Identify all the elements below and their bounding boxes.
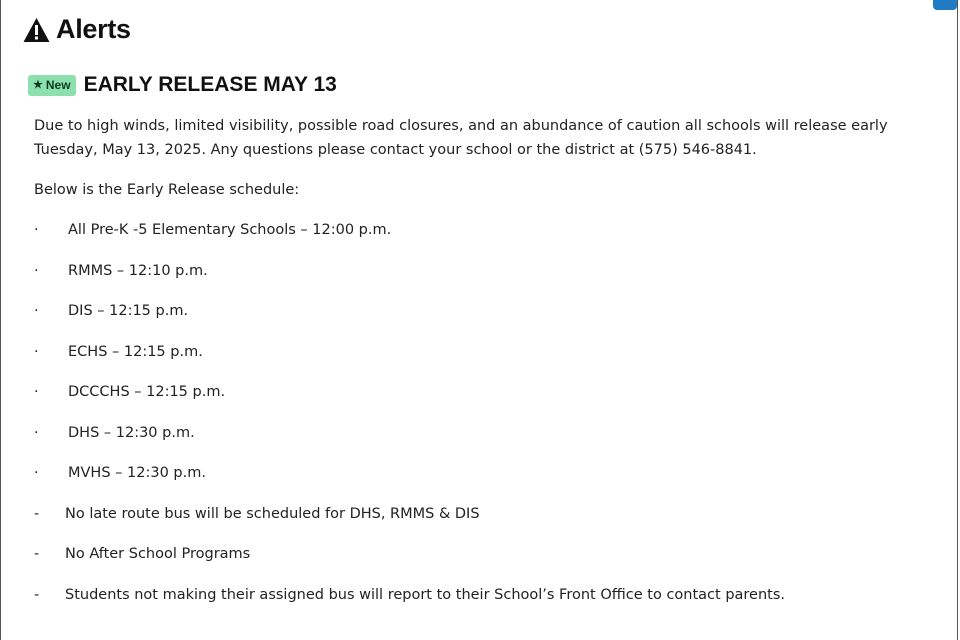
note-item-text: No late route bus will be scheduled for DHS, RMMS & DIS: [65, 505, 480, 522]
bullet-marker: ·: [34, 222, 39, 238]
warning-icon: [23, 17, 50, 43]
schedule-item-text: DHS – 12:30 p.m.: [68, 424, 195, 441]
alert-body: [34, 114, 924, 623]
schedule-item-text: DIS – 12:15 p.m.: [68, 303, 189, 319]
alert-intro-line-1: Due to high winds, limited visibility, possible road closures, and an abundance of caution all schools will release early: [34, 118, 888, 134]
schedule-item: [34, 259, 924, 283]
schedule-item-text: RMMS – 12:10 p.m.: [68, 262, 208, 279]
corner-tab-button[interactable]: [933, 0, 957, 10]
bullet-marker: ·: [34, 465, 39, 481]
bullet-marker: ·: [34, 343, 39, 360]
dash-marker: -: [34, 505, 40, 522]
note-item: [34, 583, 924, 607]
schedule-item-text: DCCCHS – 12:15 p.m.: [68, 384, 226, 400]
note-item-text: No After School Programs: [65, 546, 251, 562]
note-item: [34, 502, 924, 526]
dash-marker: -: [34, 546, 40, 562]
star-icon: ★: [33, 78, 43, 91]
schedule-item: [34, 218, 924, 242]
schedule-item-text: All Pre-K -5 Elementary Schools – 12:00 p.m.: [68, 222, 392, 238]
alert-intro: [34, 114, 924, 162]
schedule-item: [34, 299, 924, 323]
schedule-item: [34, 461, 924, 485]
alerts-header: [23, 14, 131, 45]
schedule-item: [34, 340, 924, 364]
bullet-marker: ·: [34, 424, 39, 441]
alerts-title: Alerts: [56, 14, 131, 44]
schedule-item-text: MVHS – 12:30 p.m.: [68, 465, 206, 481]
dash-marker: -: [34, 586, 40, 603]
schedule-intro: Below is the Early Release schedule:: [34, 182, 300, 198]
note-item: [34, 542, 924, 566]
bullet-marker: ·: [34, 262, 39, 279]
schedule-item: [34, 421, 924, 445]
new-badge-label: New: [45, 78, 71, 92]
alert-intro-line-2: Tuesday, May 13, 2025. Any questions please contact your school or the district at (575) 546-8841.: [34, 142, 757, 158]
new-badge: [28, 75, 76, 96]
schedule-item-text: ECHS – 12:15 p.m.: [68, 343, 203, 360]
bullet-marker: ·: [34, 384, 39, 400]
note-item-text: Students not making their assigned bus will report to their School’s Front Office to contact parents.: [65, 586, 786, 603]
alert-headline[interactable]: EARLY RELEASE MAY 13: [83, 73, 337, 96]
alert-headline-row: [28, 73, 337, 97]
schedule-item: [34, 380, 924, 404]
bullet-marker: ·: [34, 303, 39, 319]
